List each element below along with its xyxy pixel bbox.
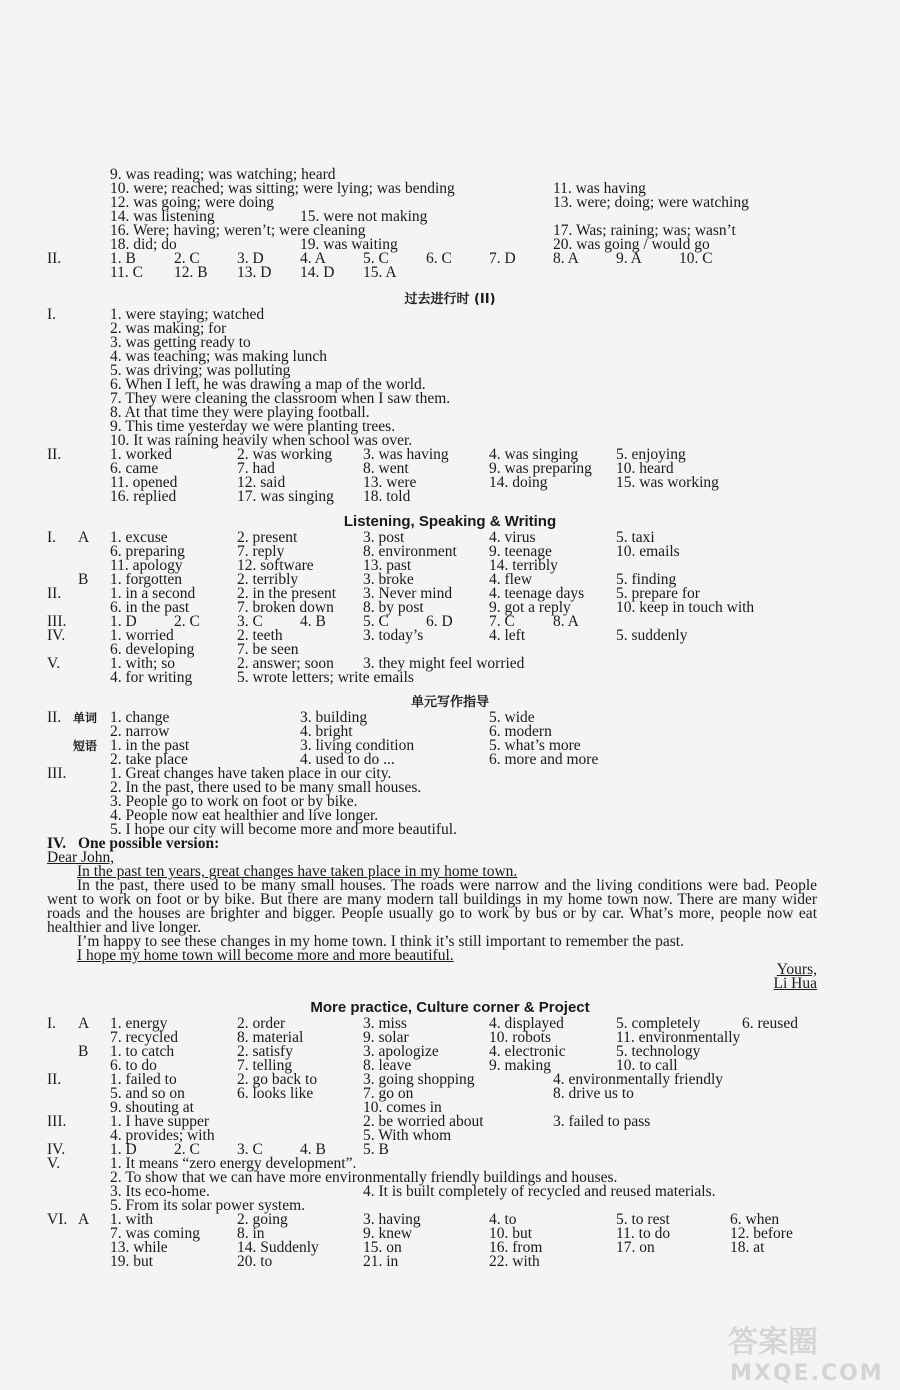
answer-item: 1. change (110, 709, 170, 726)
answer-line: 7. They were cleaning the classroom when I saw them. (110, 390, 451, 407)
answer-line: 14. was listening (110, 208, 215, 225)
answer-item: 2. go back to (237, 1071, 318, 1088)
answer-item: 4. displayed (489, 1015, 564, 1032)
answer-item: 6. reused (742, 1015, 798, 1032)
answer-item: 1. with (110, 1211, 154, 1228)
answer-item: 12. software (237, 557, 314, 574)
answer-line: 5. was driving; was polluting (110, 362, 291, 379)
answer-line: 4. was teaching; was making lunch (110, 348, 327, 365)
answer-item: 3. Never mind (363, 585, 453, 602)
section-number: V. (47, 1155, 61, 1172)
answer-item: 2. going (237, 1211, 288, 1228)
answer-item: 2. narrow (110, 723, 170, 740)
watermark-logo (722, 1318, 892, 1386)
answer-item: 1. D (110, 613, 137, 630)
section-number: I. (47, 529, 57, 546)
part-label: B (78, 1043, 89, 1060)
answer-item: 14. D (300, 264, 335, 281)
answer-item: 7. C (489, 613, 515, 630)
answer-item: 2. answer; soon (237, 655, 334, 672)
answer-item: 13. were (363, 474, 417, 491)
answer-item: 5. wrote letters; write emails (237, 669, 414, 686)
answer-item: 8. drive us to (553, 1085, 634, 1102)
letter-signature: Li Hua (773, 975, 817, 992)
answer-item: 1. worked (110, 446, 172, 463)
answer-item: 13. D (237, 264, 272, 281)
answer-item: 4. was singing (489, 446, 579, 463)
section-number: III. (47, 1113, 67, 1130)
section-number: I. (47, 306, 57, 323)
answer-item: 12. said (237, 474, 286, 491)
answer-item: 14. doing (489, 474, 548, 491)
answer-line: 17. Was; raining; was; wasn’t (553, 222, 736, 239)
answer-line: 4. It is built completely of recycled and reused materials. (363, 1183, 716, 1200)
answer-line: 4. People now eat healthier and live longer. (110, 807, 379, 824)
answer-item: 4. flew (489, 571, 533, 588)
answer-item: 8. in (237, 1225, 265, 1242)
answer-item: 9. teenage (489, 543, 552, 560)
answer-item: 1. failed to (110, 1071, 177, 1088)
version-label: One possible version: (78, 835, 220, 852)
answer-item: 10. to call (616, 1057, 678, 1074)
letter-closing-line: I hope my home town will become more and more beautiful. (77, 947, 454, 964)
answer-item: 1. worried (110, 627, 174, 644)
answer-item: 2. be worried about (363, 1113, 484, 1130)
answer-item: 13. past (363, 557, 412, 574)
answer-item: 7. was coming (110, 1225, 200, 1242)
answer-line: 3. Its eco-home. (110, 1183, 210, 1200)
answer-item: 6. modern (489, 723, 552, 740)
answer-line: 9. was reading; was watching; heard (110, 166, 336, 183)
letter-body: In the past, there used to be many small houses. The roads were narrow and the living conditions were bad. People went to work on foot or by bike. But there are many modern tall buildings in my home town now. There are many wider roads and the houses are brighter and bigger. People usually go to work by bus or by car. What’s more, people now eat healthier and live longer. (47, 877, 817, 936)
answer-item: 1. energy (110, 1015, 168, 1032)
answer-item: 5. completely (616, 1015, 701, 1032)
answer-item: 20. to (237, 1253, 273, 1270)
answer-item: 8. environment (363, 543, 457, 560)
answer-item: 1. in a second (110, 585, 196, 602)
answer-item: 7. telling (237, 1057, 293, 1074)
answer-item: 10. robots (489, 1029, 551, 1046)
answer-item: 21. in (363, 1253, 399, 1270)
answer-item: 5. prepare for (616, 585, 700, 602)
answer-item: 9. making (489, 1057, 551, 1074)
answer-item: 4. for writing (110, 669, 193, 686)
answer-item: 11. to do (616, 1225, 671, 1242)
answer-item: 5. to rest (616, 1211, 670, 1228)
answer-item: 19. but (110, 1253, 154, 1270)
answer-item: 4. virus (489, 529, 536, 546)
answer-item: 3. broke (363, 571, 414, 588)
section-number: III. (47, 765, 67, 782)
answer-line: 15. were not making (300, 208, 428, 225)
answer-item: 6. developing (110, 641, 195, 658)
answer-item: 4. left (489, 627, 526, 644)
answer-line: 2. was making; for (110, 320, 227, 337)
answer-item: 11. apology (110, 557, 183, 574)
answer-line: 20. was going / would go (553, 236, 710, 253)
answer-item: 5. wide (489, 709, 535, 726)
answer-item: 3. having (363, 1211, 421, 1228)
answer-item: 1. excuse (110, 529, 168, 546)
answer-item: 3. C (237, 613, 263, 630)
answer-item: 5. and so on (110, 1085, 185, 1102)
answer-item: 7. broken down (237, 599, 334, 616)
answer-item: 17. on (616, 1239, 655, 1256)
answer-line: 11. was having (553, 180, 646, 197)
answer-item: 6. D (426, 613, 453, 630)
answer-line: 1. Great changes have taken place in our city. (110, 765, 392, 782)
answer-line: 10. It was raining heavily when school was over. (110, 432, 413, 449)
vocab-label: 单词 (73, 711, 98, 725)
answer-item: 2. in the present (237, 585, 337, 602)
answer-item: 3. failed to pass (553, 1113, 651, 1130)
part-label: A (78, 529, 90, 546)
answer-item: 3. post (363, 529, 405, 546)
answer-line: 5. I hope our city will become more and more beautiful. (110, 821, 457, 838)
answer-item: 17. was singing (237, 488, 334, 505)
answer-item: 8. leave (363, 1057, 412, 1074)
answer-item: 5. With whom (363, 1127, 452, 1144)
answer-item: 4. B (300, 1141, 326, 1158)
answer-item: 9. got a reply (489, 599, 571, 616)
answer-line: 18. did; do (110, 236, 177, 253)
answer-item: 4. provides; with (110, 1127, 215, 1144)
answer-item: 14. terribly (489, 557, 558, 574)
section-number: IV. (47, 835, 67, 852)
section-number: VI. (47, 1211, 68, 1228)
answer-item: 6. when (730, 1211, 780, 1228)
answer-item: 5. suddenly (616, 627, 688, 644)
answer-item: 2. take place (110, 751, 188, 768)
answer-item: 15. A (363, 264, 397, 281)
answer-item: 1. in the past (110, 737, 190, 754)
answer-item: 10. C (679, 250, 713, 267)
answer-item: 12. B (174, 264, 208, 281)
answer-item: 3. today’s (363, 627, 424, 644)
answer-item: 2. C (174, 250, 200, 267)
answer-item: 10. emails (616, 543, 680, 560)
section-number: IV. (47, 627, 66, 644)
answer-item: 2. teeth (237, 627, 283, 644)
answer-line: 3. was getting ready to (110, 334, 251, 351)
answer-item: 6. in the past (110, 599, 190, 616)
answer-item: 8. material (237, 1029, 304, 1046)
section-heading: Listening, Speaking & Writing (343, 513, 557, 530)
section-number: V. (47, 655, 61, 672)
answer-item: 5. enjoying (616, 446, 686, 463)
answer-line: 6. When I left, he was drawing a map of the world. (110, 376, 426, 393)
section-number: II. (47, 585, 62, 602)
answer-item: 13. while (110, 1239, 168, 1256)
answer-item: 6. to do (110, 1057, 157, 1074)
answer-line: 3. People go to work on foot or by bike. (110, 793, 358, 810)
answer-line: 10. were; reached; was sitting; were lying; was bending (110, 180, 455, 197)
answer-item: 8. by post (363, 599, 424, 616)
letter-greeting: Dear John, (47, 849, 115, 866)
answer-item: 9. A (616, 250, 642, 267)
answer-item: 3. D (237, 250, 264, 267)
answer-item: 4. used to do ... (300, 751, 395, 768)
answer-item: 7. reply (237, 543, 285, 560)
answer-item: 2. terribly (237, 571, 299, 588)
section-number: II. (47, 250, 62, 267)
answer-item: 11. environmentally (616, 1029, 741, 1046)
answer-item: 5. finding (616, 571, 677, 588)
answer-item: 9. shouting at (110, 1099, 194, 1116)
answer-item: 1. forgotten (110, 571, 183, 588)
answer-line: 8. At that time they were playing football. (110, 404, 370, 421)
answer-item: 9. was preparing (489, 460, 592, 477)
phrases-label: 短语 (73, 739, 98, 753)
answer-item: 10. keep in touch with (616, 599, 755, 616)
answer-item: 9. knew (363, 1225, 413, 1242)
answer-item: 4. bright (300, 723, 353, 740)
answer-item: 6. C (426, 250, 452, 267)
section-heading: 过去进行时 (II) (404, 292, 496, 307)
answer-item: 5. what’s more (489, 737, 581, 754)
answer-item: 11. opened (110, 474, 178, 491)
section-number: IV. (47, 1141, 66, 1158)
answer-item: 3. building (300, 709, 368, 726)
watermark-url: MXQE.COM (730, 1361, 884, 1386)
answer-item: 5. C (363, 613, 389, 630)
answer-item: 10. but (489, 1225, 533, 1242)
answer-item: 2. C (174, 1141, 200, 1158)
letter-line: I’m happy to see these changes in my home town. I think it’s still important to remember the past. (77, 933, 684, 950)
letter-opening: In the past ten years, great changes have taken place in my home town. (77, 863, 518, 880)
answer-item: 9. solar (363, 1029, 409, 1046)
answer-item: 3. C (237, 1141, 263, 1158)
answer-line: 9. This time yesterday we were planting trees. (110, 418, 396, 435)
answer-item: 5. technology (616, 1043, 701, 1060)
answer-line: 12. was going; were doing (110, 194, 275, 211)
answer-item: 7. be seen (237, 641, 299, 658)
answer-item: 8. A (553, 613, 579, 630)
answer-item: 1. to catch (110, 1043, 175, 1060)
answer-item: 7. recycled (110, 1029, 178, 1046)
answer-item: 7. D (489, 250, 516, 267)
answer-line: 16. Were; having; weren’t; were cleaning (110, 222, 366, 239)
watermark-cn: 答案圈 (728, 1325, 818, 1360)
section-number: II. (47, 709, 62, 726)
answer-item: 16. replied (110, 488, 177, 505)
part-label: B (78, 571, 89, 588)
answer-item: 7. go on (363, 1085, 414, 1102)
answer-item: 22. with (489, 1253, 540, 1270)
answer-item: 4. teenage days (489, 585, 585, 602)
answer-item: 3. apologize (363, 1043, 439, 1060)
answer-line: 5. From its solar power system. (110, 1197, 306, 1214)
answer-item: 2. C (174, 613, 200, 630)
answer-item: 1. D (110, 1141, 137, 1158)
answer-item: 2. order (237, 1015, 286, 1032)
answer-item: 15. on (363, 1239, 402, 1256)
answer-line: 1. It means “zero energy development”. (110, 1155, 357, 1172)
answer-item: 4. to (489, 1211, 517, 1228)
answer-item: 1. B (110, 250, 136, 267)
answer-item: 4. environmentally friendly (553, 1071, 724, 1088)
answer-item: 1. I have supper (110, 1113, 209, 1130)
answer-item: 7. had (237, 460, 275, 477)
answer-item: 12. before (730, 1225, 793, 1242)
answer-item: 10. comes in (363, 1099, 442, 1116)
answer-item: 14. Suddenly (237, 1239, 319, 1256)
answer-line: 2. To show that we can have more environmentally friendly buildings and houses. (110, 1169, 618, 1186)
answer-item: 15. was working (616, 474, 719, 491)
answer-item: 5. taxi (616, 529, 655, 546)
answer-item: 18. at (730, 1239, 765, 1256)
answer-item: 2. present (237, 529, 298, 546)
answer-line: 2. In the past, there used to be many small houses. (110, 779, 422, 796)
answer-item: 3. was having (363, 446, 449, 463)
answer-item: 6. looks like (237, 1085, 314, 1102)
section-number: III. (47, 613, 67, 630)
answer-item: 11. C (110, 264, 144, 281)
answer-item: 18. told (363, 488, 411, 505)
answer-line: 19. was waiting (300, 236, 398, 253)
answer-line: 13. were; doing; were watching (553, 194, 749, 211)
answer-item: 6. more and more (489, 751, 599, 768)
answer-item: 2. satisfy (237, 1043, 293, 1060)
part-label: A (78, 1211, 90, 1228)
answer-item: 3. living condition (300, 737, 415, 754)
answer-item: 3. they might feel worried (363, 655, 525, 672)
answer-item: 8. went (363, 460, 409, 477)
answer-item: 4. B (300, 613, 326, 630)
letter-signoff: Yours, (776, 961, 817, 978)
answer-item: 1. with; so (110, 655, 176, 672)
answer-item: 16. from (489, 1239, 543, 1256)
section-number: II. (47, 1071, 62, 1088)
answer-item: 6. preparing (110, 543, 185, 560)
part-label: A (78, 1015, 90, 1032)
answer-item: 4. A (300, 250, 326, 267)
answer-item: 10. heard (616, 460, 674, 477)
answer-item: 4. electronic (489, 1043, 566, 1060)
answer-line: 1. were staying; watched (110, 306, 265, 323)
answer-item: 6. came (110, 460, 159, 477)
answer-item: 3. going shopping (363, 1071, 475, 1088)
section-heading: 单元写作指导 (410, 695, 489, 710)
section-number: II. (47, 446, 62, 463)
section-heading: More practice, Culture corner & Project (310, 999, 590, 1016)
answer-item: 8. A (553, 250, 579, 267)
answer-item: 5. B (363, 1141, 389, 1158)
section-number: I. (47, 1015, 57, 1032)
answer-item: 2. was working (237, 446, 333, 463)
answer-item: 5. C (363, 250, 389, 267)
answer-item: 3. miss (363, 1015, 407, 1032)
